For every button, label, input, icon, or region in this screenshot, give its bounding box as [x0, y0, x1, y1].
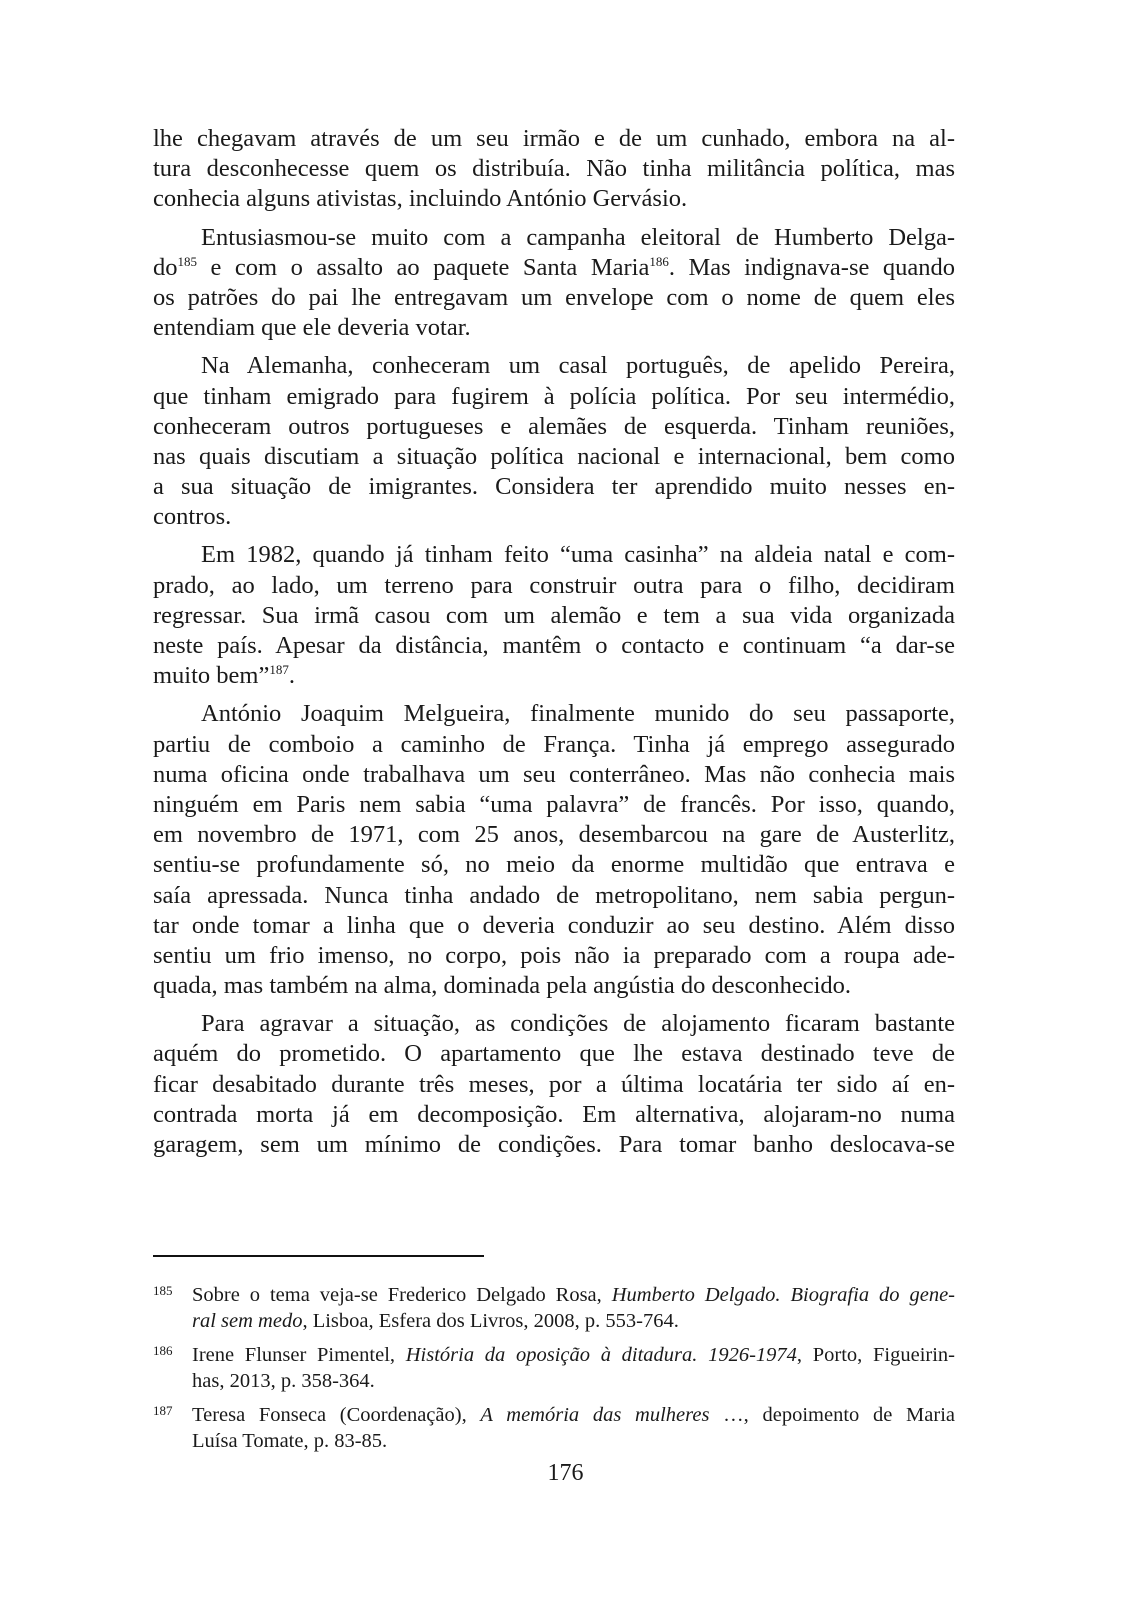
text-line: Entusiasmou-se muito com a campanha eleitoral de Humberto Delga- — [201, 223, 955, 251]
text-span: Teresa Fonseca (Coordenação), — [192, 1404, 481, 1426]
footnote-number: 187 — [153, 1403, 173, 1418]
footnote-ref-186[interactable]: 186 — [649, 253, 669, 269]
text-span: do — [153, 253, 178, 281]
text-line: sentiu-se profundamente só, no meio da enorme multidão que entrava e — [153, 851, 955, 879]
text-line: numa oficina onde trabalhava um seu conterrâneo. Mas não conhecia mais — [153, 760, 955, 788]
footnote-line — [192, 1342, 955, 1368]
text-line: tura desconhecesse quem os distribuía. Não tinha militância política, mas — [153, 155, 955, 183]
text-line: António Joaquim Melgueira, finalmente munido do seu passaporte, — [201, 700, 955, 728]
text-line: conhecia alguns ativistas, incluindo António Gervásio. — [153, 185, 688, 213]
text-line: Para agravar a situação, as condições de alojamento ficaram bastante — [201, 1010, 955, 1038]
footnote-185 — [153, 1282, 955, 1334]
footnote-ref-187[interactable]: 187 — [269, 662, 289, 678]
text-line: Na Alemanha, conheceram um casal português, de apelido Pereira, — [201, 352, 955, 380]
text-line: regressar. Sua irmã casou com um alemão e tem a sua vida organizada — [153, 601, 955, 629]
text-line: neste país. Apesar da distância, mantêm o contacto e continuam “a dar-se — [153, 632, 955, 659]
footnote-number: 185 — [153, 1283, 173, 1298]
text-line: os patrões do pai lhe entregavam um envelope com o nome de quem eles — [153, 283, 955, 311]
book-title: A memória das mulheres — [480, 1404, 710, 1426]
text-line: partiu de comboio a caminho de França. Tinha já emprego assegurado — [153, 730, 955, 758]
text-line: ficar desabitado durante três meses, por a última locatária ter sido aí en- — [153, 1070, 955, 1098]
text-line — [153, 661, 955, 691]
footnote-line: Luísa Tomate, p. 83-85. — [192, 1430, 388, 1452]
footnote-line — [192, 1308, 955, 1334]
text-line: ninguém em Paris nem sabia “uma palavra” de francês. Por isso, quando, — [153, 790, 955, 818]
paragraph — [153, 1009, 955, 1160]
book-title: ral sem medo — [192, 1310, 303, 1332]
text-line: Em 1982, quando já tinham feito “uma casinha” na aldeia natal e com- — [201, 541, 955, 569]
text-line — [153, 253, 955, 283]
footnote-187 — [153, 1402, 955, 1454]
text-line: aquém do prometido. O apartamento que lhe estava destinado teve de — [153, 1040, 955, 1068]
text-line: lhe chegavam através de um seu irmão e de um cunhado, embora na al- — [153, 125, 955, 152]
text-span: Irene Flunser Pimentel, — [192, 1344, 406, 1366]
footnote-number: 186 — [153, 1343, 173, 1358]
text-line: contrada morta já em decomposição. Em alternativa, alojaram-no numa — [153, 1100, 955, 1128]
body-text — [153, 124, 955, 1168]
text-span: , Lisboa, Esfera dos Livros, 2008, p. 553-764. — [302, 1310, 679, 1332]
text-line: prado, ao lado, um terreno para construir outra para o filho, decidiram — [153, 571, 955, 599]
text-span: muito bem” — [153, 662, 270, 690]
book-title: Humberto Delgado. Biografia do gene- — [611, 1284, 955, 1306]
paragraph — [153, 540, 955, 691]
footnotes — [153, 1282, 955, 1462]
text-line: conheceram outros portugueses e alemães de esquerda. Tinham reuniões, — [153, 412, 955, 440]
text-line: tar onde tomar a linha que o deveria conduzir ao seu destino. Além disso — [153, 911, 955, 939]
footnote-line: has, 2013, p. 358-364. — [192, 1370, 375, 1392]
text-span: …, depoimento de Maria — [709, 1404, 955, 1426]
text-line: saía apressada. Nunca tinha andado de metropolitano, nem sabia pergun- — [153, 881, 955, 909]
paragraph — [153, 223, 955, 344]
paragraph — [153, 124, 955, 215]
text-span: . — [288, 662, 295, 690]
text-line: contros. — [153, 503, 232, 531]
footnote-separator — [153, 1255, 484, 1257]
text-span: e com o assalto ao paquete Santa Maria — [197, 253, 650, 281]
text-line: em novembro de 1971, com 25 anos, desembarcou na gare de Austerlitz, — [153, 821, 955, 849]
book-title: História da oposição à ditadura. 1926-1974 — [405, 1344, 797, 1366]
text-span: , Porto, Figueirin- — [796, 1344, 955, 1366]
footnote-line — [192, 1402, 955, 1428]
text-line: nas quais discutiam a situação política nacional e internacional, bem como — [153, 442, 955, 470]
text-line: sentiu um frio imenso, no corpo, pois não ia preparado com a roupa ade- — [153, 941, 955, 969]
footnote-line — [192, 1282, 955, 1308]
text-line: a sua situação de imigrantes. Considera ter aprendido muito nesses en- — [153, 473, 955, 501]
text-line: garagem, sem um mínimo de condições. Para tomar banho deslocava-se — [153, 1131, 955, 1158]
paragraph — [153, 351, 955, 532]
text-span: Sobre o tema veja-se Frederico Delgado Rosa, — [192, 1284, 612, 1306]
text-line: entendiam que ele deveria votar. — [153, 314, 471, 342]
paragraph — [153, 699, 955, 1001]
text-line: que tinham emigrado para fugirem à polícia política. Por seu intermédio, — [153, 382, 955, 410]
footnote-186 — [153, 1342, 955, 1394]
page-number: 176 — [547, 1460, 584, 1486]
text-line: quada, mas também na alma, dominada pela angústia do desconhecido. — [153, 972, 852, 1000]
footnote-ref-185[interactable]: 185 — [177, 253, 197, 269]
text-span: . Mas indignava-se quando — [668, 253, 955, 281]
